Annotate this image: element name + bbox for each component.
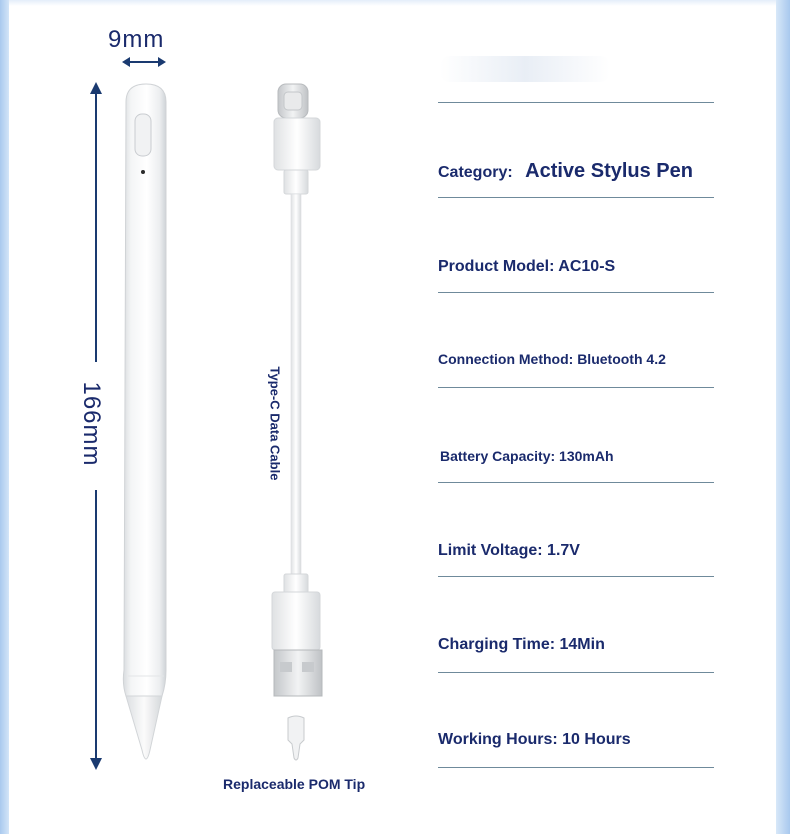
spec-working-hours: Working Hours: 10 Hours [438,731,631,748]
spec-row-top-divider [438,60,714,103]
spec-limit-voltage: Limit Voltage: 1.7V [438,542,580,559]
spec-row-category [438,140,714,198]
frame-right-border [776,0,790,834]
spec-battery-capacity: Battery Capacity: 130mAh [440,448,614,464]
spec-charging-time: Charging Time: 14Min [438,636,605,653]
stylus-pen-image [118,78,174,778]
spec-row-charging-time [438,618,714,673]
pom-tip-image [284,714,308,762]
spec-category-value: Active Stylus Pen [525,160,693,182]
spec-row-connection [438,335,714,388]
height-dimension-label: 166mm [78,381,105,467]
frame-top [0,0,790,6]
width-dimension-arrow [120,54,168,70]
spec-row-product-model [438,240,714,293]
spec-row-battery [438,430,714,483]
spec-connection-method: Connection Method: Bluetooth 4.2 [438,351,666,367]
cable-label: Type-C Data Cable [267,366,283,481]
frame-left-border [0,0,9,834]
tip-label: Replaceable POM Tip [223,776,366,792]
spec-row-working-hours [438,712,714,768]
spec-category-label: Category: [438,164,513,181]
width-dimension-label: 9mm [108,26,165,53]
spec-row-limit-voltage [438,524,714,577]
spec-product-model: Product Model: AC10-S [438,258,616,275]
